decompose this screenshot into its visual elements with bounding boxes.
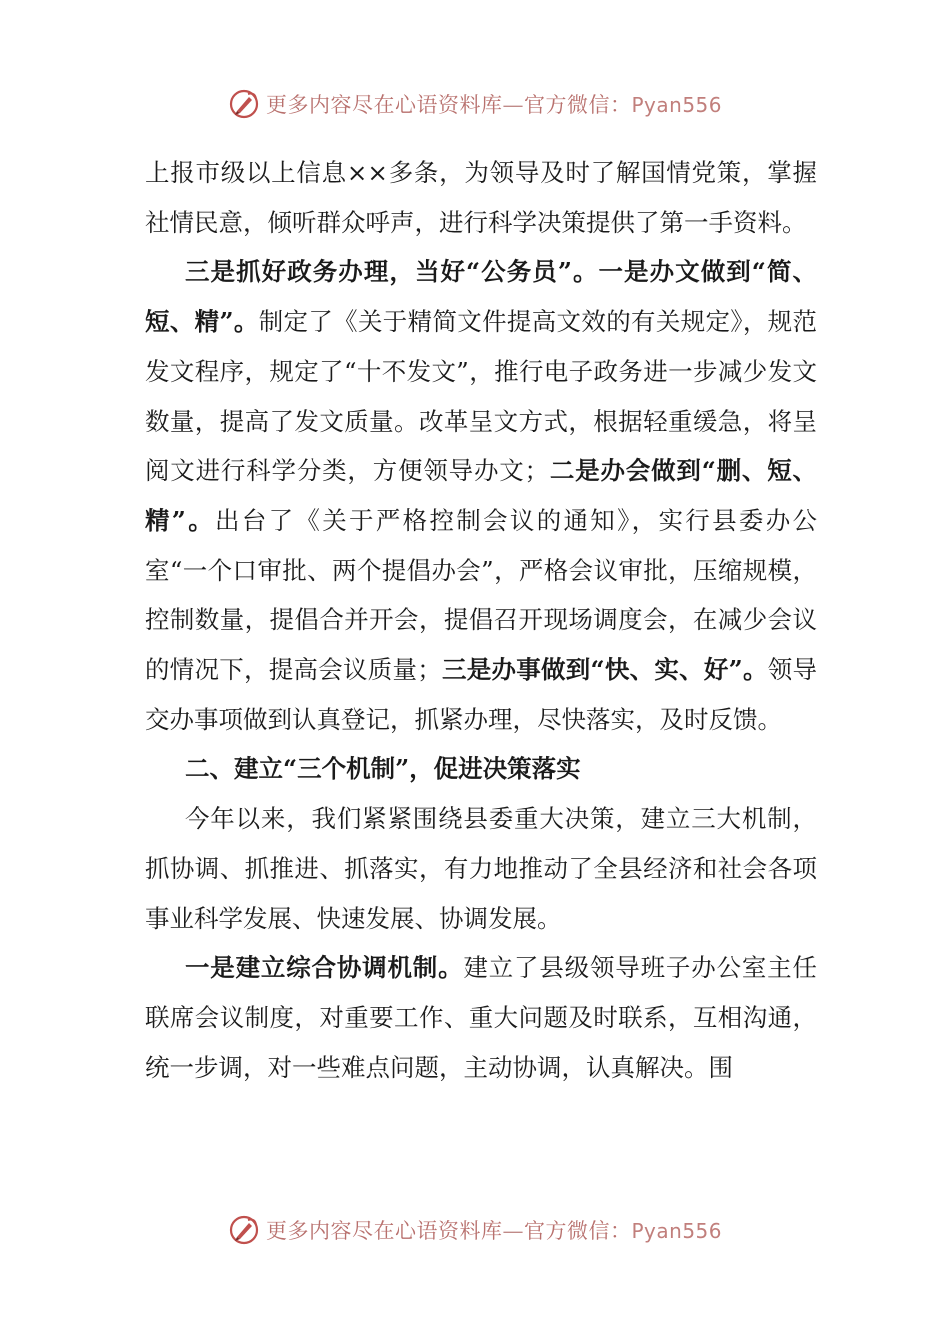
footer-watermark bbox=[0, 1210, 950, 1250]
paragraph-continuation: 上报市级以上信息××多条，为领导及时了解国情党策，掌握社情民意，倾听群众呼声，进行科学决策提供了第一手资料。 bbox=[145, 158, 817, 237]
document-body bbox=[145, 148, 817, 1092]
pen-circle-logo-icon bbox=[228, 88, 260, 120]
bold-lead: 三是办事做到“快、实、好”。 bbox=[441, 655, 768, 685]
paragraph-intro: 今年以来，我们紧紧围绕县委重大决策，建立三大机制，抓协调、抓推进、抓落实，有力地推动了全县经济和社会各项事业科学发展、快速发展、协调发展。 bbox=[145, 804, 817, 933]
bold-lead: 三是抓好政务办理，当好“公务员”。一是办文做到“简、短、精”。 bbox=[145, 257, 817, 337]
pen-circle-logo-icon bbox=[228, 1214, 260, 1246]
watermark-text: 更多内容尽在心语资料库—官方微信：Pyan556 bbox=[265, 93, 722, 117]
bold-lead: 二是办会做到“删、短、精”。 bbox=[145, 456, 817, 535]
watermark-text: 更多内容尽在心语资料库—官方微信：Pyan556 bbox=[265, 1219, 722, 1243]
paragraph-government-affairs: 三是抓好政务办理，当好“公务员”。一是办文做到“简、短、精”。制定了《关于精简文件提高文效的有关规定》，规范发文程序，规定了“十不发文”，推行电子政务进一步减少发文数量，提高了发文质量。改革呈文方式，根据轻重缓急，将呈阅文进行科学分类，方便领导办文；二是办会做到“删、短、精”。出台了《关于严格控制会议的通知》，实行县委办公室“一个口审批、两个提倡办会”，严格会议审批，压缩规模，控制数量，提倡合并开会，提倡召开现场调度会，在减少会议的情况下，提高会议质量；三是办事做到“快、实、好”。领导交办事项做到认真登记，抓紧办理，尽快落实，及时反馈。 bbox=[145, 257, 818, 734]
header-watermark bbox=[0, 84, 950, 124]
paragraph-coordination-mechanism: 一是建立综合协调机制。建立了县级领导班子办公室主任联席会议制度，对重要工作、重大问题及时联系，互相沟通，统一步调，对一些难点问题，主动协调，认真解决。围 bbox=[145, 953, 817, 1082]
section-heading: 二、建立“三个机制”，促进决策落实 bbox=[185, 754, 581, 784]
bold-lead: 一是建立综合协调机制。 bbox=[185, 953, 464, 983]
